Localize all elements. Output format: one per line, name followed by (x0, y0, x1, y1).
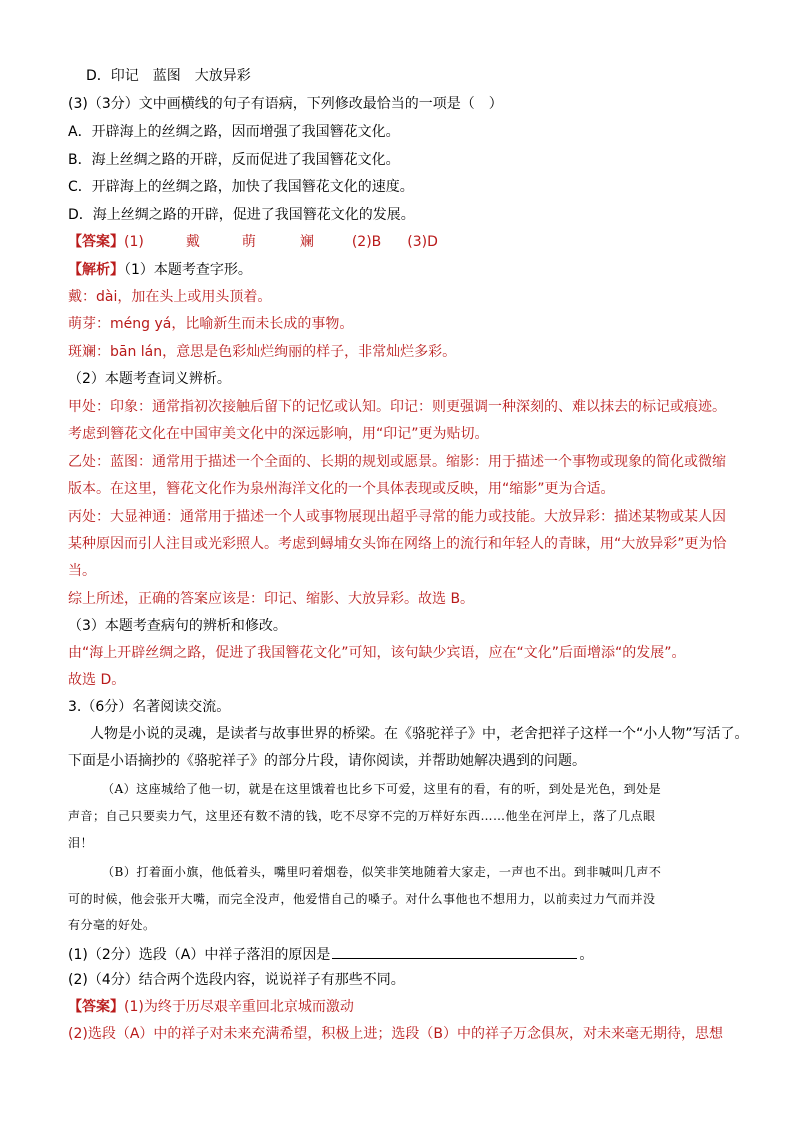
q3-option-a: A．开辟海上的丝绸之路，因而增强了我国簪花文化。 (68, 124, 400, 140)
word-explain-1: 戴：dài，加在头上或用头顶着。 (68, 289, 272, 305)
answer-tag: 【答案】 (68, 234, 124, 250)
analysis-heading-1 (68, 260, 252, 280)
analysis-tag: 【解析】 (68, 262, 124, 278)
jia-line-2: 考虑到簪花文化在中国审美文化中的深远影响，用“印记”更为贴切。 (68, 426, 489, 442)
analysis-heading-3: （3）本题考查病句的辨析和修改。 (68, 618, 287, 634)
excerpt-a-line-1: （A）这座城给了他一切，就是在这里饿着也比乡下可爱，这里有的看，有的听，到处是光色，到处是 (102, 782, 662, 796)
sub-question-2: (2)（4分）结合两个选段内容，说说祥子有那些不同。 (68, 972, 405, 988)
q3-stem: (3)（3分）文中画横线的句子有语病，下列修改最恰当的一项是（ ） (68, 96, 503, 112)
answer-line-1 (68, 232, 438, 252)
reason-line-2: 故选 D。 (68, 672, 126, 688)
question-3-title: 3.（6分）名著阅读交流。 (68, 699, 231, 715)
answer-part-3: (3)D (407, 234, 438, 250)
q3-option-d: D．海上丝绸之路的开辟，促进了我国簪花文化的发展。 (68, 207, 415, 223)
excerpt-a-line-3: 泪！ (68, 836, 94, 850)
reason-line-1: 由“海上开辟丝绸之路，促进了我国簪花文化”可知，该句缺少宾语，应在“文化”后面增添“的发展”。 (68, 645, 686, 661)
excerpt-b-line-2: 可的时候，他会张开大嘴，而完全没声，他爱惜自己的嗓子。对什么事他也不想用力，以前卖过力气而并没 (68, 892, 656, 906)
excerpt-b-line-1: （B）打着面小旗，他低着头，嘴里叼着烟卷，似笑非笑地随着大家走，一声也不出。到非喊叫几声不 (102, 865, 662, 879)
excerpt-a-line-2: 声音；自己只要卖力气，这里还有数不清的钱，吃不尽穿不完的万样好东西……他坐在河岸上，落了几点眼 (68, 809, 656, 823)
answer-char-2: 萌 (241, 234, 256, 250)
summary-line: 综上所述，正确的答案应该是：印记、缩影、大放异彩。故选 B。 (68, 591, 475, 607)
excerpt-b-line-3: 有分毫的好处。 (68, 918, 156, 932)
intro-line-2: 下面是小语摘抄的《骆驼祥子》的部分片段，请你阅读，并帮助她解决遇到的问题。 (68, 753, 586, 769)
analysis-heading-1-text: （1）本题考查字形。 (124, 262, 252, 278)
sub-question-1 (68, 943, 593, 963)
word-explain-3: 斑斓：bān lán，意思是色彩灿烂绚丽的样子，非常灿烂多彩。 (68, 344, 457, 360)
answer-blank[interactable] (332, 943, 577, 959)
answer-part-1: (1) (124, 234, 144, 250)
answer-part-2: (2)B (351, 234, 382, 250)
answer-char-3: 斓 (299, 234, 314, 250)
answer-char-1: 戴 (185, 234, 200, 250)
sub-question-1-text: (1)（2分）选段（A）中祥子落泪的原因是 (68, 947, 331, 963)
answer-tag-2: 【答案】 (68, 999, 124, 1015)
word-explain-2: 萌芽：méng yá，比喻新生而未长成的事物。 (68, 316, 354, 332)
bing-line-2: 某种原因而引人注目或光彩照人。考虑到蟳埔女头饰在网络上的流行和年轻人的青睐，用“大放异彩”更为恰 (68, 536, 727, 552)
answer-2-part-1: (1)为终于历尽艰辛重回北京城而激动 (124, 999, 354, 1015)
answer-line-2 (68, 997, 354, 1017)
q2-option-d: D．印记 蓝图 大放异彩 (86, 68, 251, 84)
q3-option-b: B．海上丝绸之路的开辟，反而促进了我国簪花文化。 (68, 152, 400, 168)
yi-line-2: 版本。在这里，簪花文化作为泉州海洋文化的一个具体表现或反映，用“缩影”更为合适。 (68, 481, 615, 497)
q3-option-c: C．开辟海上的丝绸之路，加快了我国簪花文化的速度。 (68, 179, 414, 195)
answer-line-3: (2)选段（A）中的祥子对未来充满希望，积极上进；选段（B）中的祥子万念俱灰，对未来毫无期待，思想 (68, 1026, 724, 1042)
intro-line-1: 人物是小说的灵魂，是读者与故事世界的桥梁。在《骆驼祥子》中，老舍把祥子这样一个“小人物”写活了。 (90, 726, 749, 742)
sub-question-1-end: 。 (579, 947, 594, 963)
analysis-heading-2: （2）本题考查词义辨析。 (68, 371, 231, 387)
bing-line-1: 丙处：大显神通：通常用于描述一个人或事物展现出超乎寻常的能力或技能。大放异彩：描述某物或某人因 (68, 509, 726, 525)
jia-line-1: 甲处：印象：通常指初次接触后留下的记忆或认知。印记：则更强调一种深刻的、难以抹去的标记或痕迹。 (68, 399, 726, 415)
bing-line-3: 当。 (68, 563, 96, 579)
yi-line-1: 乙处：蓝图：通常用于描述一个全面的、长期的规划或愿景。缩影：用于描述一个事物或现象的简化或微缩 (68, 454, 726, 470)
